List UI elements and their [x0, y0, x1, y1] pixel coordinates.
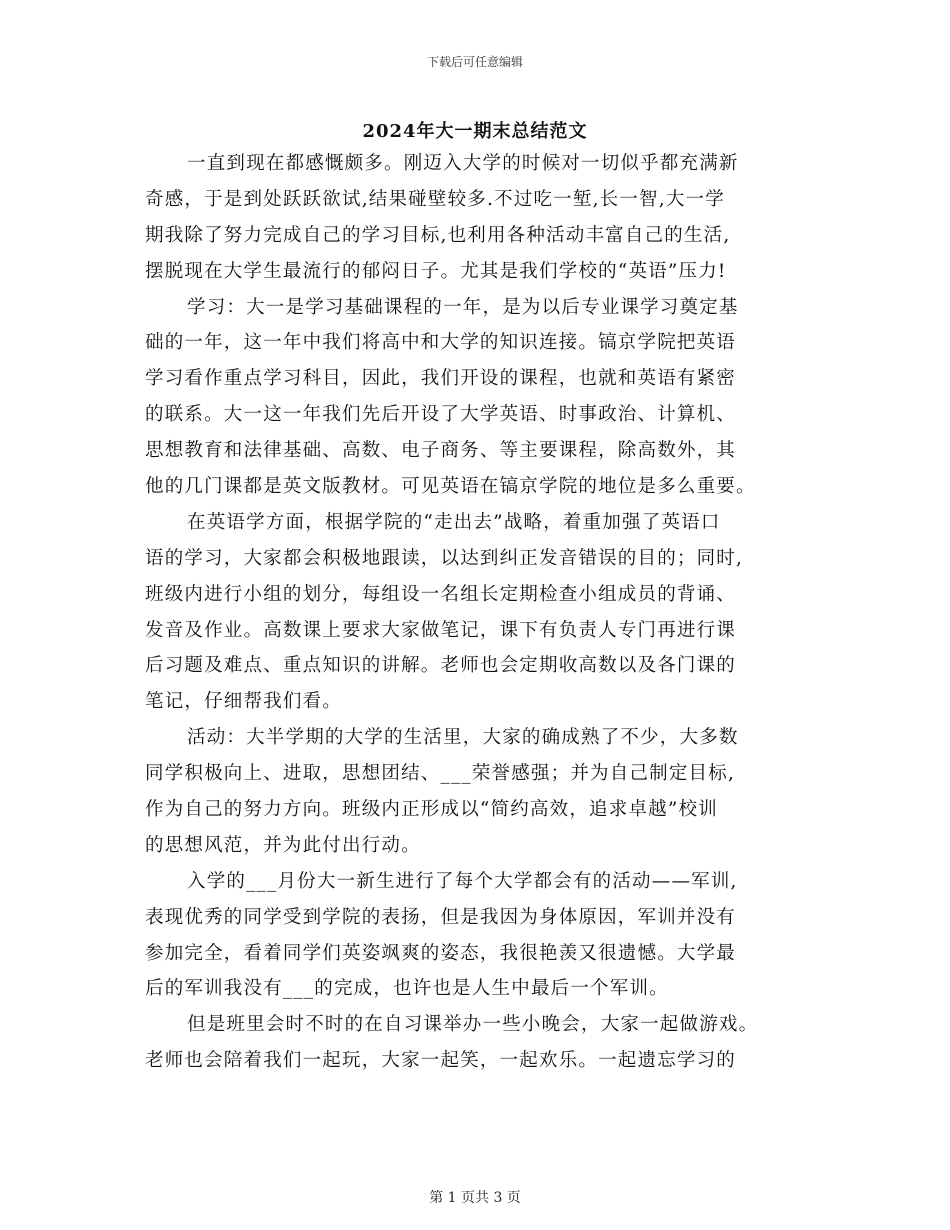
text-line: 参加完全，看着同学们英姿飒爽的姿态，我很艳羡又很遗憾。大学最	[145, 942, 737, 964]
document-title: 2024年大一期末总结范文	[362, 121, 588, 142]
text-line: 活动：大半学期的大学的生活里，大家的确成熟了不少，大多数	[187, 727, 739, 749]
text-line: 但是班里会时不时的在自习课举办一些小晚会，大家一起做游戏。	[187, 1014, 759, 1036]
text-line: 奇感，于是到处跃跃欲试,结果碰壁较多.不过吃一堑,长一智,大一学	[145, 188, 725, 210]
page-header-note: 下载后可任意编辑	[426, 55, 523, 69]
text-line: 思想教育和法律基础、高数、电子商务、等主要课程，除高数外，其	[145, 440, 737, 462]
text-line: 学习看作重点学习科目，因此，我们开设的课程，也就和英语有紧密	[145, 368, 737, 390]
text-line: 的思想风范，并为此付出行动。	[145, 834, 421, 856]
document-body	[145, 146, 815, 1079]
text-line: 笔记，仔细帮我们看。	[145, 691, 343, 713]
text-line: 表现优秀的同学受到学院的表扬，但是我因为身体原因，军训并没有	[145, 906, 737, 928]
text-line: 学习：大一是学习基础课程的一年，是为以后专业课学习奠定基	[187, 296, 739, 318]
text-line: 语的学习，大家都会积极地跟读，以达到纠正发音错误的目的；同时,	[145, 547, 744, 569]
text-line: 入学的___月份大一新生进行了每个大学都会有的活动——军训,	[187, 870, 738, 892]
text-line: 一直到现在都感慨颇多。刚迈入大学的时候对一切似乎都充满新	[187, 153, 739, 174]
text-line: 老师也会陪着我们一起玩，大家一起笑，一起欢乐。一起遗忘学习的	[145, 1050, 737, 1072]
text-line: 础的一年，这一年中我们将高中和大学的知识连接。镐京学院把英语	[145, 332, 737, 354]
text-line: 摆脱现在大学生最流行的郁闷日子。尤其是我们学校的“英语”压力!	[145, 260, 727, 282]
page-footer: 第 1 页共 3 页	[429, 1190, 521, 1206]
text-line: 他的几门课都是英文版教材。可见英语在镐京学院的地位是多么重要。	[145, 476, 756, 498]
text-line: 期我除了努力完成自己的学习目标,也利用各种活动丰富自己的生活,	[145, 224, 731, 246]
text-line: 同学积极向上、进取，思想团结、___荣誉感强；并为自己制定目标,	[145, 763, 736, 785]
text-line: 后习题及难点、重点知识的讲解。老师也会定期收高数以及各门课的	[145, 655, 737, 677]
text-line: 班级内进行小组的划分，每组设一名组长定期检查小组成员的背诵、	[145, 583, 737, 605]
text-line: 作为自己的努力方向。班级内正形成以“简约高效，追求卓越”校训	[145, 799, 718, 821]
text-line: 在英语学方面，根据学院的“走出去”战略，着重加强了英语口	[187, 511, 721, 533]
text-line: 发音及作业。高数课上要求大家做笔记，课下有负责人专门再进行课	[145, 619, 737, 641]
text-line: 的联系。大一这一年我们先后开设了大学英语、时事政治、计算机、	[145, 404, 737, 426]
text-line: 后的军训我没有___的完成，也许也是人生中最后一个军训。	[145, 978, 669, 1000]
